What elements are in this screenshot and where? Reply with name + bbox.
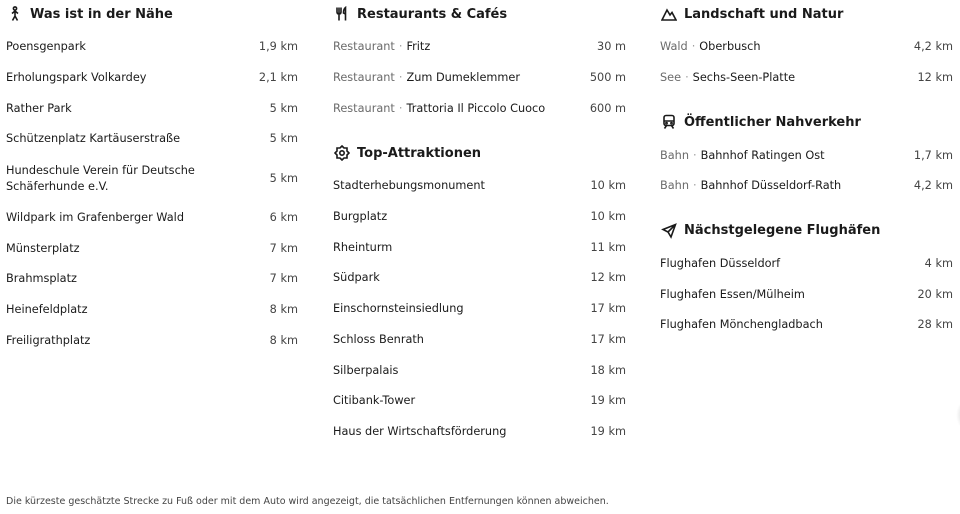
distance-value: 7 km (269, 241, 298, 255)
column-food-attractions (333, 0, 626, 447)
list-airports (660, 249, 953, 341)
section-title: Landschaft und Natur (684, 6, 844, 22)
place-label: Bahnhof Düsseldorf-Rath (700, 179, 842, 193)
place-label: Hundeschule Verein für Deutsche Schäferhunde e.V. (6, 163, 195, 193)
place-name (660, 70, 917, 86)
place-name (6, 241, 270, 257)
place-label: Flughafen Düsseldorf (660, 257, 781, 271)
list-item (660, 279, 953, 310)
column-nature-transit-airports (660, 0, 953, 341)
place-type: Bahn (660, 148, 689, 162)
list-item (333, 202, 626, 233)
list-item (333, 325, 626, 356)
attraction-badge-icon (333, 144, 351, 162)
list-nearby (6, 32, 298, 356)
place-label: Freiligrathplatz (6, 333, 91, 347)
place-type: See (660, 71, 682, 85)
place-type: Restaurant (333, 101, 395, 115)
separator-dot: · (685, 71, 689, 85)
place-label: Sechs-Seen-Platte (692, 71, 796, 85)
section-title: Restaurants & Cafés (357, 6, 508, 22)
list-attractions (333, 171, 626, 447)
place-label: Münsterplatz (6, 241, 80, 255)
list-item (6, 203, 298, 234)
distance-value: 8 km (269, 303, 298, 317)
place-type: Wald (660, 40, 688, 54)
place-name (333, 178, 590, 194)
list-item (6, 264, 298, 295)
list-item (660, 171, 953, 202)
place-name (333, 270, 590, 286)
list-item (333, 63, 626, 94)
list-item (333, 386, 626, 417)
distance-value: 6 km (269, 211, 298, 225)
separator-dot: · (398, 101, 403, 115)
place-name (6, 333, 270, 349)
place-label: Wildpark im Grafenberger Wald (6, 211, 184, 225)
distance-value: 1,9 km (258, 40, 298, 54)
section-nearby (6, 4, 298, 356)
section-nature (660, 4, 953, 93)
distance-value: 19 km (590, 394, 626, 408)
person-walking-icon (6, 5, 24, 23)
section-heading-airports (660, 221, 953, 241)
distance-value: 20 km (917, 287, 953, 301)
place-label: Einschornsteinsiedlung (333, 302, 464, 316)
train-icon (660, 113, 678, 131)
place-name (660, 287, 917, 303)
place-label: Haus der Wirtschaftsförderung (333, 424, 507, 438)
distance-value: 4 km (924, 257, 953, 271)
place-name (333, 39, 597, 55)
mountain-icon (660, 5, 678, 23)
list-item (333, 232, 626, 263)
list-item (333, 294, 626, 325)
place-name (6, 131, 270, 147)
place-label: Burgplatz (333, 210, 388, 224)
list-item (6, 155, 298, 203)
section-title: Was ist in der Nähe (30, 6, 173, 22)
section-title: Nächstgelegene Flughäfen (684, 223, 881, 239)
place-name (6, 210, 270, 226)
place-label: Stadterhebungsmonument (333, 179, 485, 193)
list-restaurants (333, 32, 626, 124)
list-transit (660, 140, 953, 201)
list-item (333, 355, 626, 386)
place-name (660, 39, 914, 55)
place-name (333, 240, 590, 256)
place-name (6, 39, 259, 55)
place-label: Rheinturm (333, 240, 393, 254)
place-name (6, 271, 270, 287)
distance-value: 30 m (597, 40, 626, 54)
place-label: Erholungspark Volkardey (6, 71, 147, 85)
list-item (333, 93, 626, 124)
place-name (6, 302, 270, 318)
section-restaurants (333, 4, 626, 124)
list-item (660, 63, 953, 94)
distance-footnote: Die kürzeste geschätzte Strecke zu Fuß oder mit dem Auto wird angezeigt, die tatsächlichen Entfernungen können abweichen. (6, 496, 609, 507)
place-label: Bahnhof Ratingen Ost (700, 148, 825, 162)
distance-value: 18 km (590, 363, 626, 377)
place-label: Oberbusch (699, 40, 761, 54)
distance-value: 17 km (590, 332, 626, 346)
edge-shadow (956, 400, 960, 430)
place-type: Bahn (660, 179, 689, 193)
list-item (660, 140, 953, 171)
place-name (333, 424, 590, 440)
place-name (660, 317, 917, 333)
place-name (333, 363, 590, 379)
distance-value: 19 km (590, 424, 626, 438)
place-name (660, 148, 914, 164)
section-heading-attractions (333, 143, 626, 163)
distance-value: 1,7 km (913, 148, 953, 162)
distance-value: 10 km (590, 210, 626, 224)
place-label: Poensgenpark (6, 40, 86, 54)
list-item (660, 310, 953, 341)
place-name (333, 332, 590, 348)
place-name (660, 178, 914, 194)
place-label: Heinefeldplatz (6, 303, 88, 317)
list-item (6, 124, 298, 155)
list-nature (660, 32, 953, 93)
place-label: Trattoria Il Piccolo Cuoco (406, 101, 546, 115)
separator-dot: · (693, 179, 697, 193)
section-heading-nearby (6, 4, 298, 24)
distance-value: 2,1 km (258, 71, 298, 85)
distance-value: 10 km (590, 179, 626, 193)
place-name (333, 101, 590, 117)
place-label: Rather Park (6, 101, 72, 115)
place-type: Restaurant (333, 40, 395, 54)
place-label: Brahmsplatz (6, 272, 77, 286)
list-item (6, 32, 298, 63)
section-transit (660, 112, 953, 201)
distance-value: 600 m (589, 101, 626, 115)
separator-dot: · (691, 40, 696, 54)
distance-value: 12 km (917, 71, 953, 85)
separator-dot: · (398, 40, 403, 54)
distance-value: 500 m (589, 71, 626, 85)
distance-value: 8 km (269, 333, 298, 347)
place-name (333, 70, 590, 86)
list-item (333, 263, 626, 294)
list-item (660, 32, 953, 63)
distance-value: 12 km (590, 271, 626, 285)
distance-value: 5 km (269, 132, 298, 146)
place-name (6, 70, 259, 86)
place-label: Citibank-Tower (333, 394, 416, 408)
place-label: Silberpalais (333, 363, 399, 377)
place-name (660, 256, 925, 272)
place-type: Restaurant (333, 71, 395, 85)
fork-knife-icon (333, 5, 351, 23)
distance-value: 4,2 km (913, 40, 953, 54)
distance-value: 4,2 km (913, 179, 953, 193)
airplane-icon (660, 222, 678, 240)
distance-value: 11 km (590, 240, 626, 254)
list-item (6, 63, 298, 94)
section-title: Öffentlicher Nahverkehr (684, 114, 861, 130)
place-label: Südpark (333, 271, 380, 285)
distance-value: 7 km (269, 272, 298, 286)
place-label: Zum Dumeklemmer (406, 71, 520, 85)
place-name (333, 393, 590, 409)
list-item (333, 32, 626, 63)
place-label: Fritz (406, 40, 431, 54)
separator-dot: · (693, 148, 697, 162)
column-nearby (6, 0, 298, 356)
list-item (660, 249, 953, 280)
section-airports (660, 221, 953, 341)
distance-value: 17 km (590, 302, 626, 316)
section-heading-nature (660, 4, 953, 24)
place-label: Flughafen Essen/Mülheim (660, 287, 805, 301)
place-label: Schloss Benrath (333, 332, 424, 346)
list-item (6, 233, 298, 264)
section-title: Top-Attraktionen (357, 145, 482, 161)
place-label: Flughafen Mönchengladbach (660, 318, 823, 332)
place-name (6, 101, 270, 117)
distance-value: 5 km (269, 171, 298, 185)
distance-value: 28 km (917, 318, 953, 332)
list-item (333, 171, 626, 202)
place-label: Schützenplatz Kartäuserstraße (6, 132, 181, 146)
section-heading-restaurants (333, 4, 626, 24)
section-attractions (333, 143, 626, 447)
place-name (333, 209, 590, 225)
list-item (6, 295, 298, 326)
list-item (6, 326, 298, 357)
place-name (333, 301, 590, 317)
list-item (6, 93, 298, 124)
separator-dot: · (398, 71, 403, 85)
place-name (6, 163, 270, 195)
list-item (333, 417, 626, 448)
distance-value: 5 km (269, 101, 298, 115)
section-heading-transit (660, 112, 953, 132)
